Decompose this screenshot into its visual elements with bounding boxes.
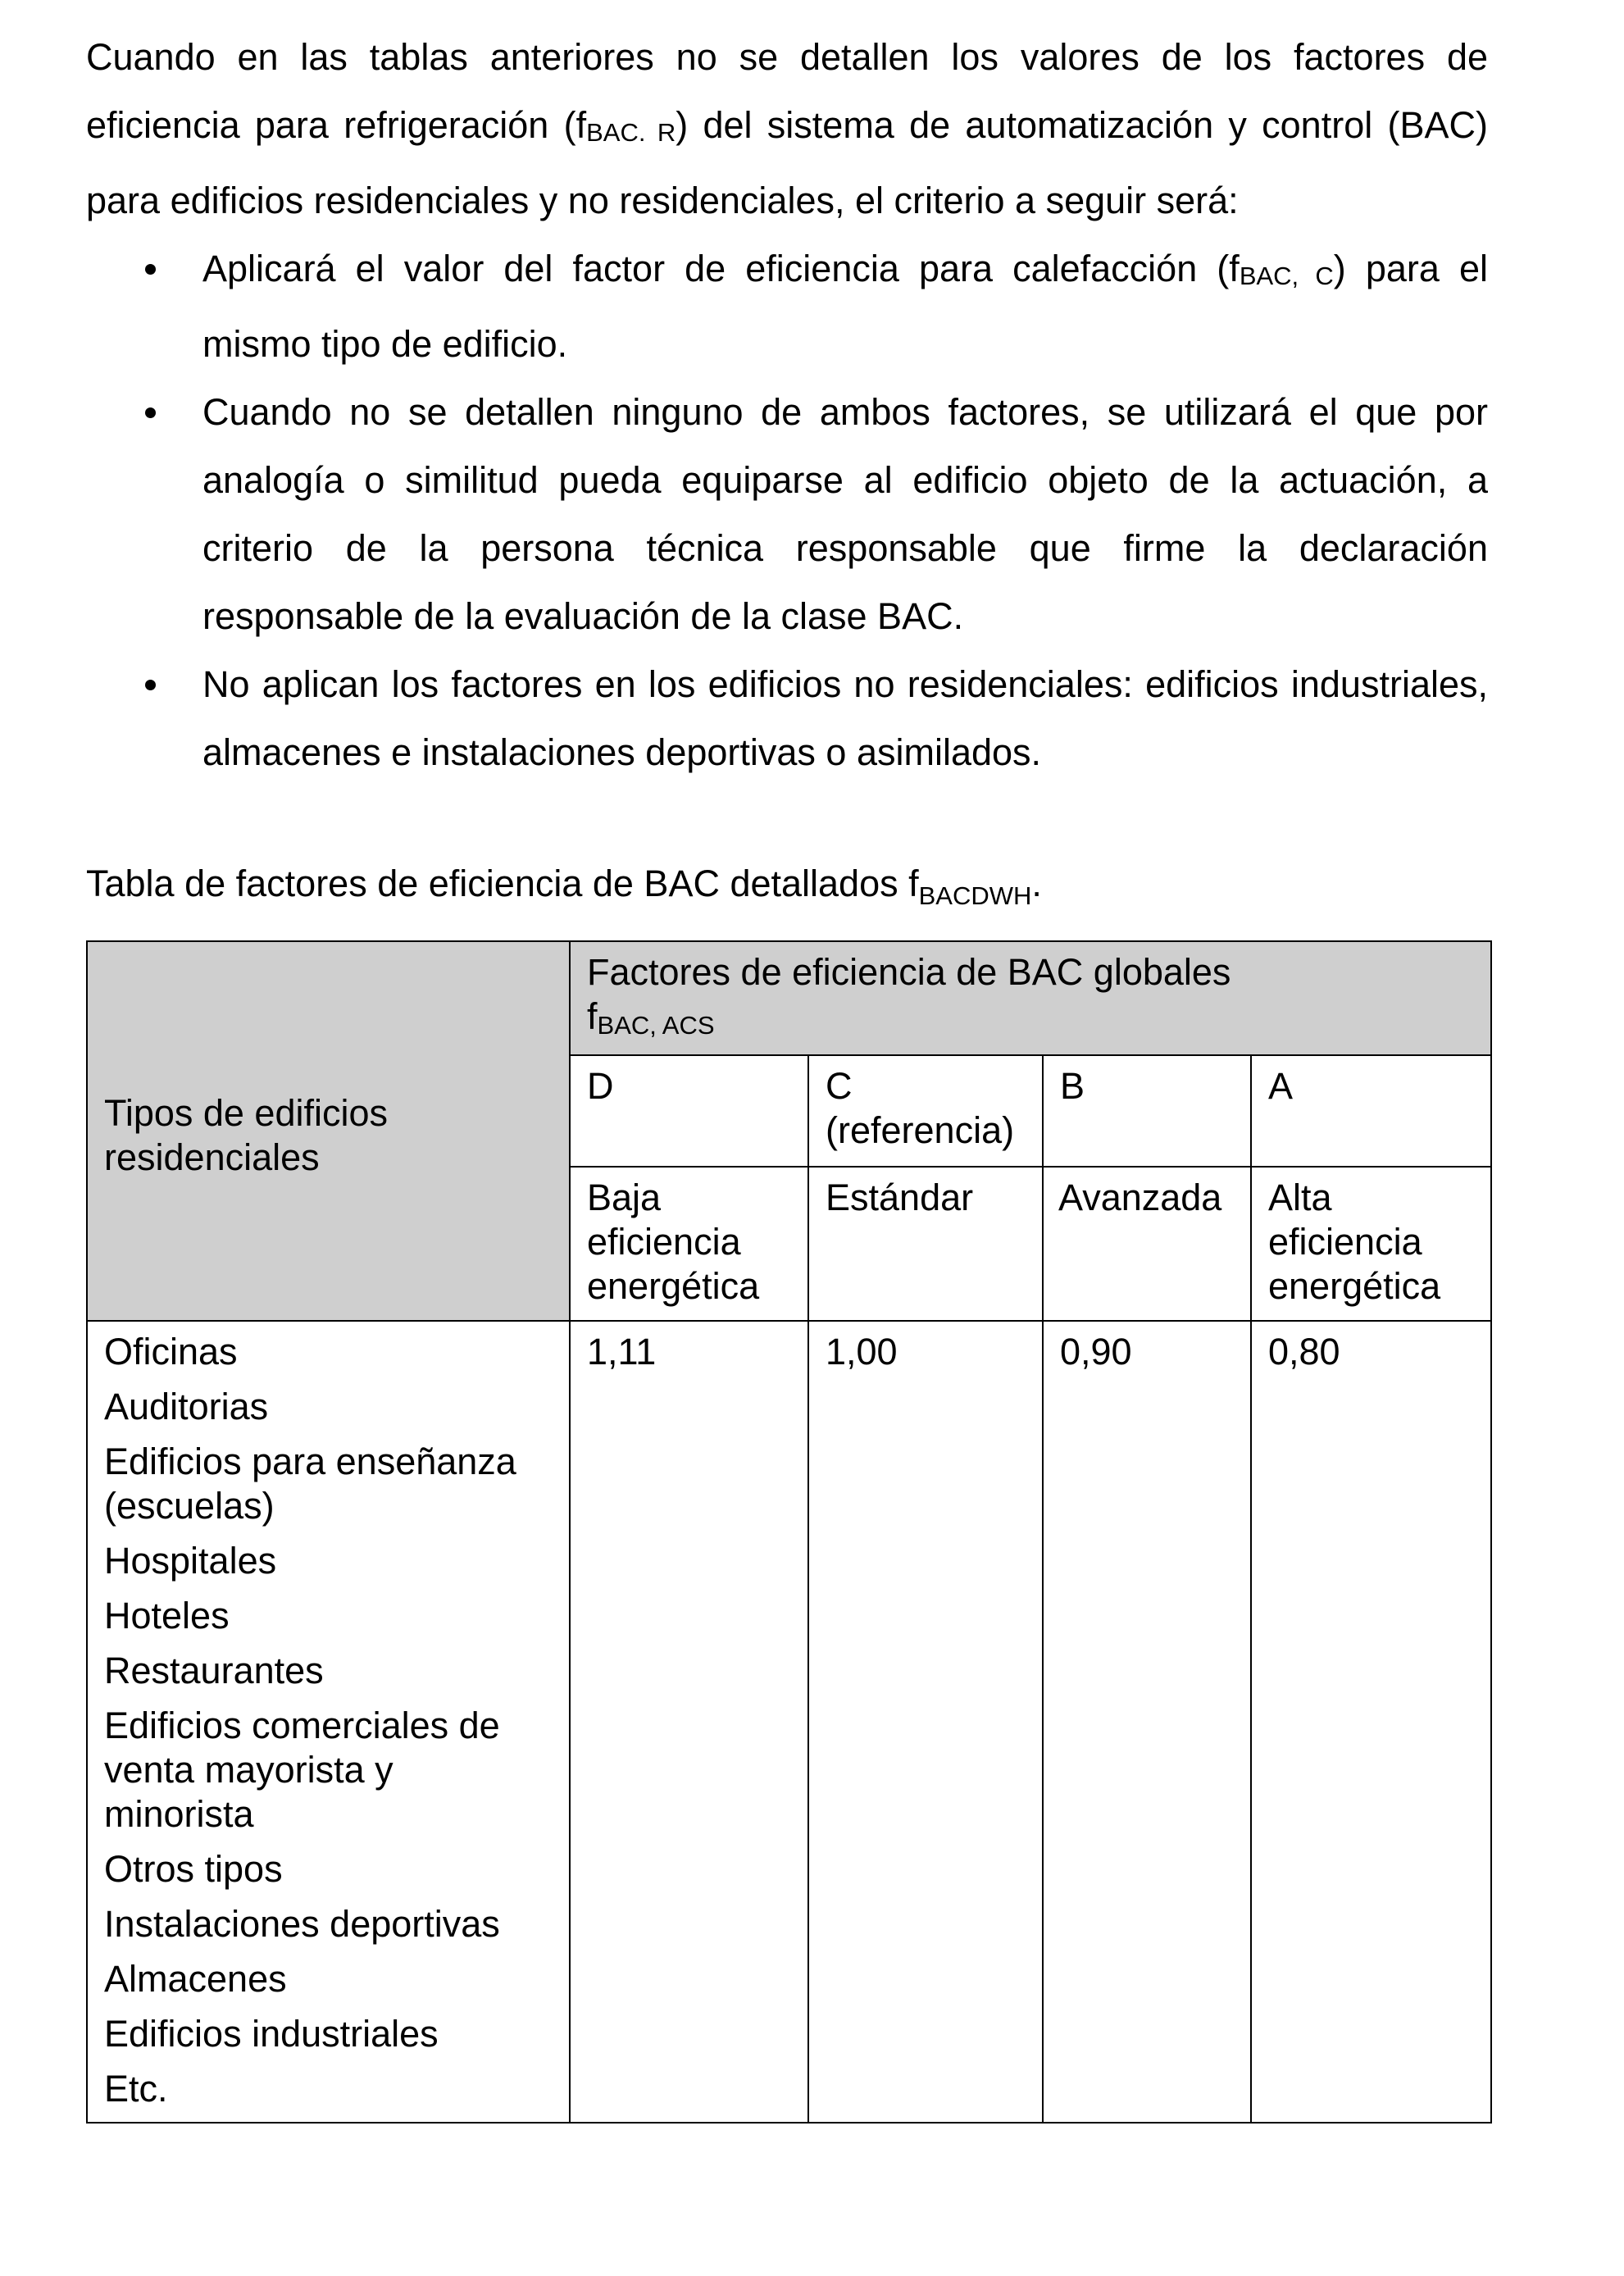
group-header-symbol (587, 995, 1474, 1048)
building-type-item: Almacenes (104, 1958, 287, 2000)
group-header-label: Factores de eficiencia de BAC globales (587, 951, 1231, 993)
class-label-cell-a (1251, 1167, 1491, 1321)
class-label-cell-c (808, 1167, 1043, 1321)
caption-end: . (1031, 863, 1042, 904)
building-type-item: Edificios para enseñanza (escuelas) (104, 1441, 516, 1527)
criteria-item-2 (86, 378, 1488, 650)
factor-value-cell-b (1043, 1321, 1251, 2123)
building-type-item: Otros tipos (104, 1848, 283, 1890)
class-label: Avanzada (1058, 1177, 1222, 1218)
class-label: Alta eficiencia energética (1268, 1177, 1441, 1307)
caption-text: Tabla de factores de eficiencia de BAC detallados f (86, 863, 919, 904)
criteria-item-2-text: Cuando no se detallen ninguno de ambos factores, se utilizará el que por analogía o similitud pueda equiparse al edificio objeto de la actuación, a criterio de la persona técnica responsable que firme la declaración responsable de la evaluación de la clase BAC. (202, 391, 1488, 637)
table-body-row (87, 1321, 1491, 2123)
factor-value: 0,80 (1268, 1331, 1340, 1372)
class-letter: C (826, 1065, 853, 1107)
factor-value: 1,11 (587, 1331, 657, 1372)
criteria-item-3 (86, 650, 1488, 786)
group-symbol: f (587, 995, 598, 1037)
intro-paragraph (86, 23, 1488, 234)
class-label: Estándar (826, 1177, 974, 1218)
document-body (86, 23, 1488, 786)
class-label-cell-d (570, 1167, 808, 1321)
table-caption (86, 859, 1042, 921)
caption-subscript: BACDWH (918, 881, 1032, 910)
class-letter-cell-c (808, 1055, 1043, 1167)
criteria-list (86, 234, 1488, 786)
factor-value-cell-c (808, 1321, 1043, 2123)
criteria-item-3-text: No aplican los factores en los edificios no residenciales: edificios industriales, almacenes e instalaciones deportivas o asimilados. (202, 663, 1488, 773)
building-type-item: Hoteles (104, 1595, 230, 1636)
building-type-item: Auditorias (104, 1386, 269, 1427)
bullet-icon (145, 407, 156, 418)
bullet-icon (145, 264, 156, 275)
intro-subscript: BAC. R (586, 118, 676, 147)
bullet-icon (145, 680, 156, 690)
building-types-list (104, 1330, 553, 2111)
building-type-item: Restaurantes (104, 1650, 324, 1691)
criteria-item-1-subscript: BAC, C (1239, 262, 1334, 290)
class-label: Baja eficiencia energética (587, 1177, 760, 1307)
building-type-item: Etc. (104, 2068, 168, 2110)
class-letter-cell-d (570, 1055, 808, 1167)
factor-value-cell-a (1251, 1321, 1491, 2123)
row-header-label: Tipos de edificios residenciales (104, 1091, 389, 1178)
table-header-row-1 (87, 941, 1491, 1055)
bac-factors-table (86, 940, 1492, 2124)
class-letter: D (587, 1065, 614, 1107)
class-letter-cell-a (1251, 1055, 1491, 1167)
building-type-item: Edificios comerciales de venta mayorista y minorista (104, 1705, 500, 1835)
class-letter: A (1268, 1065, 1294, 1107)
group-symbol-subscript: BAC, ACS (597, 1011, 715, 1040)
factor-value: 0,90 (1060, 1331, 1132, 1372)
class-letter: B (1060, 1065, 1085, 1107)
group-header-cell (570, 941, 1491, 1055)
row-header-cell (87, 941, 570, 1321)
building-type-item: Hospitales (104, 1540, 277, 1582)
class-note: (referencia) (826, 1109, 1015, 1151)
criteria-item-1-text-end: ) para el mismo tipo de edificio. (202, 248, 1488, 365)
intro-text-end: ) del sistema de automatización y control (BAC) para edificios residenciales y no residenciales, el criterio a seguir será: (86, 104, 1488, 221)
building-type-item: Oficinas (104, 1331, 238, 1372)
factor-value: 1,00 (826, 1331, 898, 1372)
criteria-item-1 (86, 234, 1488, 378)
class-letter-cell-b (1043, 1055, 1251, 1167)
building-type-item: Edificios industriales (104, 2013, 439, 2055)
criteria-item-1-text: Aplicará el valor del factor de eficiencia para calefacción (f (202, 248, 1240, 289)
class-label-cell-b (1043, 1167, 1251, 1321)
building-type-item: Instalaciones deportivas (104, 1903, 500, 1945)
intro-text-start: Cuando en las tablas anteriores no se detallen los valores de los factores de eficiencia para refrigeración (f (86, 36, 1488, 146)
building-types-cell (87, 1321, 570, 2123)
factor-value-cell-d (570, 1321, 808, 2123)
